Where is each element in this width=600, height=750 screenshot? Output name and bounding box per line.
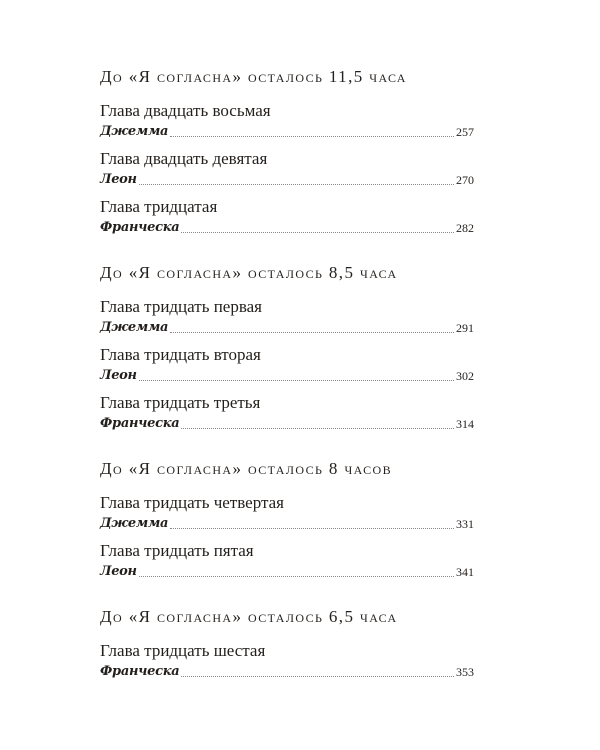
page-number: 257 [456,125,474,139]
toc-line [100,662,474,682]
narrator-name: Джемма [100,516,169,531]
narrator-name: Джемма [100,320,169,335]
narrator-name: Джемма [100,124,169,139]
toc-line [100,170,474,190]
section-title: До «Я согласна» осталось 6,5 часа [100,607,398,626]
toc-line [100,122,474,142]
toc-entry[interactable] [100,100,474,142]
narrator-name: Франческа [100,416,180,431]
dot-leader [170,527,454,529]
dot-leader [139,575,454,577]
toc-line [100,218,474,238]
chapter-title: Глава двадцать восьмая [100,101,271,120]
toc-section [100,606,474,682]
toc-section [100,262,474,434]
page-number: 291 [456,321,474,335]
section-title: До «Я согласна» осталось 8 часов [100,459,393,478]
chapter-title: Глава тридцать шестая [100,641,266,660]
chapter-title: Глава тридцатая [100,197,218,216]
dot-leader [139,379,454,381]
toc-entry[interactable] [100,296,474,338]
page-number: 270 [456,173,474,187]
toc-entry[interactable] [100,392,474,434]
toc-entry[interactable] [100,196,474,238]
page-number: 314 [456,417,474,431]
page-number: 341 [456,565,474,579]
narrator-name: Франческа [100,220,180,235]
toc-line [100,318,474,338]
section-title: До «Я согласна» осталось 11,5 часа [100,67,407,86]
toc-line [100,414,474,434]
chapter-title: Глава тридцать третья [100,393,261,412]
toc-line [100,562,474,582]
toc-line [100,514,474,534]
dot-leader [139,183,454,185]
chapter-title: Глава двадцать девятая [100,149,268,168]
table-of-contents [100,66,474,688]
toc-entry[interactable] [100,344,474,386]
page-number: 353 [456,665,474,679]
dot-leader [181,231,454,233]
chapter-title: Глава тридцать первая [100,297,263,316]
toc-section [100,458,474,582]
page-number: 331 [456,517,474,531]
dot-leader [181,675,454,677]
toc-line [100,366,474,386]
narrator-name: Леон [100,368,137,383]
toc-entry[interactable] [100,148,474,190]
toc-entry[interactable] [100,640,474,682]
dot-leader [170,331,454,333]
chapter-title: Глава тридцать пятая [100,541,254,560]
toc-section [100,66,474,238]
toc-entry[interactable] [100,492,474,534]
toc-entry[interactable] [100,540,474,582]
section-title: До «Я согласна» осталось 8,5 часа [100,263,398,282]
dot-leader [170,135,454,137]
page-number: 282 [456,221,474,235]
page-number: 302 [456,369,474,383]
narrator-name: Леон [100,172,137,187]
chapter-title: Глава тридцать четвертая [100,493,284,512]
chapter-title: Глава тридцать вторая [100,345,261,364]
narrator-name: Леон [100,564,137,579]
dot-leader [181,427,454,429]
narrator-name: Франческа [100,664,180,679]
